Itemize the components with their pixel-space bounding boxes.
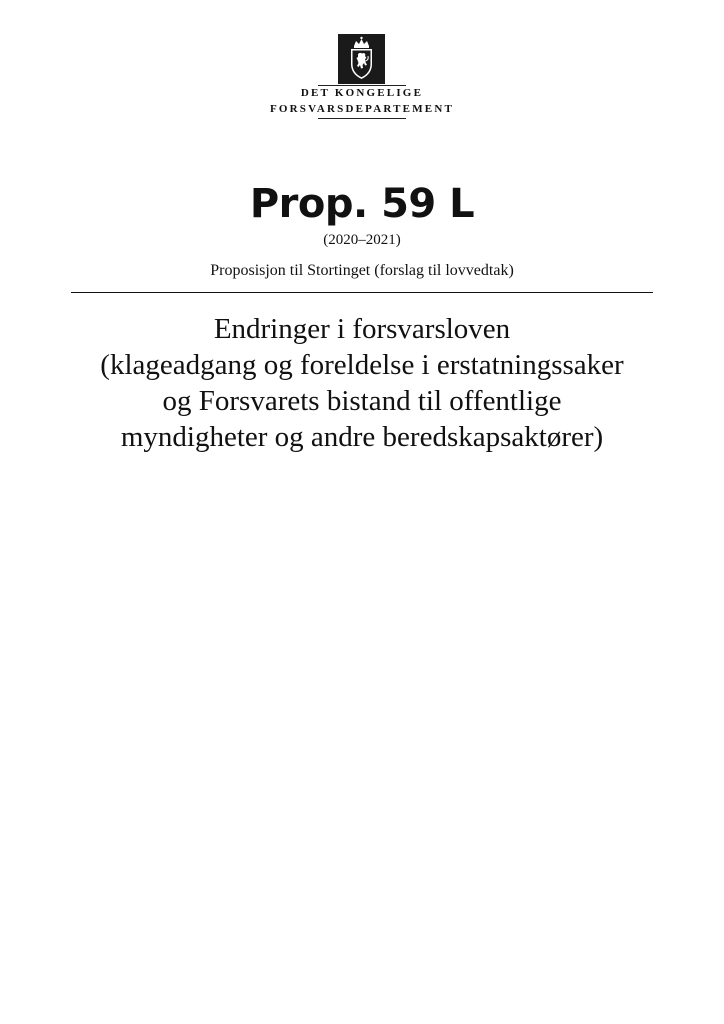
department-bottom-rule <box>318 118 406 119</box>
document-title <box>60 311 664 455</box>
royal-coat-of-arms-icon <box>338 34 385 84</box>
session-years: (2020–2021) <box>323 232 401 248</box>
document-title-line: myndigheter og andre beredskapsaktører) <box>120 421 604 453</box>
proposition-title: Prop. 59 L <box>249 181 475 227</box>
department-line-2: FORSVARSDEPARTEMENT <box>269 103 455 115</box>
document-title-line: (klageadgang og foreldelse i erstatningssaker <box>100 349 624 381</box>
department-top-rule <box>318 85 406 86</box>
department-line-1: DET KONGELIGE <box>300 87 424 99</box>
document-title-line: Endringer i forsvarsloven <box>213 313 511 345</box>
title-divider <box>71 292 653 293</box>
proposition-subtitle: Proposisjon til Stortinget (forslag til lovvedtak) <box>210 262 514 279</box>
document-title-line: og Forsvarets bistand til offentlige <box>162 385 562 417</box>
